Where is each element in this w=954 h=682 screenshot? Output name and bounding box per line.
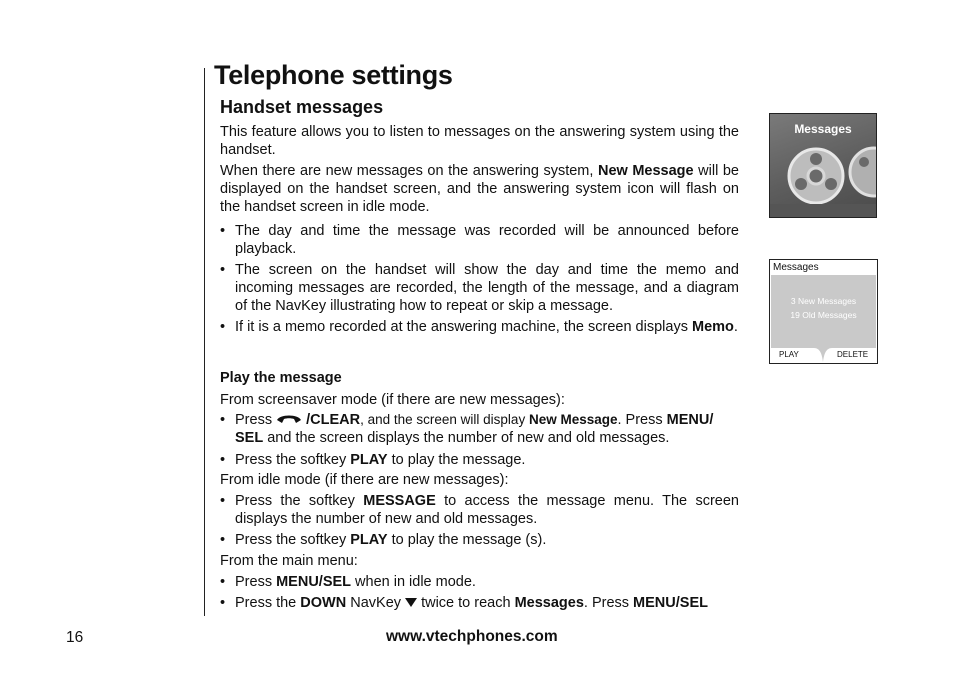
- text-part: Press the softkey: [235, 452, 351, 468]
- bullet-text: [235, 594, 739, 612]
- text-part: to play the message.: [387, 452, 526, 468]
- intro-text-1: This feature allows you to listen to messages on the answering system using the handset.: [220, 124, 739, 158]
- text-bold: MENU/ SEL: [235, 412, 714, 446]
- phone-off-hook-icon: [276, 413, 302, 425]
- vertical-rule: [204, 68, 205, 616]
- bullet-item: [220, 222, 739, 258]
- bullet-text-part: .: [733, 319, 738, 335]
- intro-text-2b: New Message: [597, 163, 694, 179]
- bullet-text: [235, 451, 739, 469]
- bullet-dot: •: [220, 262, 226, 278]
- bullet-text: [235, 531, 739, 549]
- text-bold: DOWN: [300, 595, 347, 611]
- intro-paragraph-1: [220, 123, 739, 159]
- bullet-item: [220, 594, 739, 612]
- text-part: . Press: [617, 412, 667, 428]
- bullet-text-part: If it is a memo recorded at the answering machine, the screen displays: [235, 319, 692, 335]
- bullet-dot: •: [220, 595, 226, 611]
- softkey-play[interactable]: PLAY: [779, 350, 799, 359]
- bullet-dot: •: [220, 452, 226, 468]
- text-part: Press the softkey: [235, 532, 351, 548]
- bullet-dot: •: [220, 532, 226, 548]
- play-heading: Play the message: [220, 370, 342, 386]
- bullet-item: [220, 261, 739, 315]
- messages-photo-panel: [769, 113, 877, 218]
- text-bold: MENU/SEL: [633, 595, 708, 611]
- section-heading: Handset messages: [220, 97, 384, 117]
- bullet-dot: •: [220, 319, 226, 335]
- down-triangle-icon: [405, 598, 417, 607]
- tape-reel-icon: [770, 114, 876, 217]
- bullet-item: [220, 318, 739, 336]
- bullet-text: [235, 492, 739, 528]
- text-part: and the screen displays the number of new and old messages.: [263, 430, 670, 446]
- intro-paragraph-2: [220, 162, 739, 216]
- footer-url[interactable]: www.vtechphones.com: [386, 628, 558, 645]
- text-part: Press: [235, 574, 277, 590]
- text-part: . Press: [583, 595, 634, 611]
- text-part: twice to reach: [417, 595, 515, 611]
- page-title: Telephone settings: [214, 60, 453, 90]
- text-bold: New Message: [528, 412, 618, 427]
- text-bold: Messages: [514, 595, 584, 611]
- lcd-screen: [771, 275, 876, 348]
- text-part: to play the message (s).: [387, 532, 547, 548]
- text-part: Press: [235, 412, 277, 428]
- softkey-delete[interactable]: DELETE: [837, 350, 869, 359]
- bullet-item: [220, 573, 739, 591]
- intro-text-2c: will be displayed on the handset screen, and the answering system icon will flash on the handset screen in idle mode.: [220, 163, 739, 215]
- text-part: , and the screen will display: [360, 412, 529, 427]
- bullet-text: [235, 411, 739, 447]
- bullet-item: [220, 451, 739, 469]
- text-bold: /CLEAR: [306, 412, 361, 428]
- bullet-item: [220, 531, 739, 549]
- bullet-text-bold: Memo: [691, 319, 734, 335]
- bullet-text: The screen on the handset will show the day and time the memo and incoming messages are recorded, the length of the message, and a diagram of the NavKey illustrating how to repeat or skip a message.: [235, 262, 739, 314]
- text-part: to access the message menu. The screen displays the number of new and old messages.: [235, 493, 739, 527]
- lcd-title: Messages: [773, 262, 819, 273]
- text-part: NavKey: [346, 595, 406, 611]
- idle-intro: From idle mode (if there are new messages):: [220, 472, 509, 488]
- bullet-item: [220, 492, 739, 528]
- bullet-text: The day and time the message was recorded will be announced before playback.: [235, 223, 739, 257]
- photo-panel-title: Messages: [794, 122, 852, 136]
- screensaver-intro: From screensaver mode (if there are new messages):: [220, 392, 565, 408]
- intro-text-2a: When there are new messages on the answering system,: [220, 163, 598, 179]
- text-part: Press the softkey: [235, 493, 364, 509]
- text-bold: PLAY: [350, 532, 388, 548]
- lcd-new-messages: 3 New Messages: [790, 296, 857, 306]
- bullet-text: [235, 573, 739, 591]
- lcd-old-messages: 19 Old Messages: [790, 310, 857, 320]
- page-number: 16: [66, 629, 84, 646]
- text-bold: PLAY: [350, 452, 388, 468]
- text-part: when in idle mode.: [351, 574, 476, 590]
- bullet-dot: •: [220, 574, 226, 590]
- handset-lcd-panel: [769, 259, 878, 364]
- bullet-dot: •: [220, 223, 226, 239]
- text-bold: MENU/SEL: [276, 574, 352, 590]
- main-menu-intro: From the main menu:: [220, 553, 358, 569]
- bullet-item: [220, 411, 739, 447]
- softkey-bar: [771, 348, 876, 362]
- bullet-dot: •: [220, 493, 226, 509]
- text-part: Press the: [235, 595, 301, 611]
- bullet-dot: •: [220, 412, 226, 428]
- bullet-text: [235, 318, 739, 336]
- text-bold: MESSAGE: [363, 493, 436, 509]
